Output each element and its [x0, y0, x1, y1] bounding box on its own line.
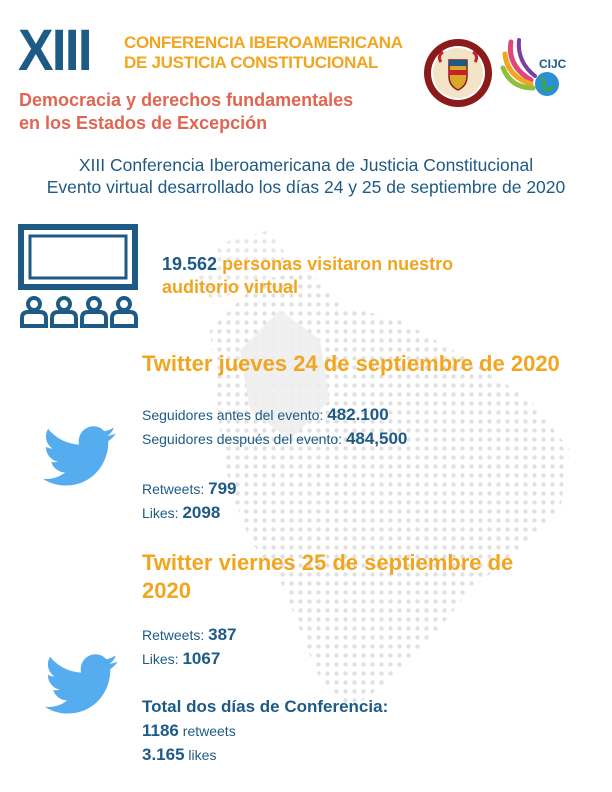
cijc-logo [497, 36, 575, 108]
day2-retweets-label: Retweets: [142, 627, 209, 643]
intro-line2: Evento virtual desarrollado los días 24 y 25 de septiembre de 2020 [46, 177, 566, 197]
day2-heading-line2: 2020 [142, 578, 191, 603]
day2-retweets [142, 623, 237, 647]
total-likes-label: likes [184, 747, 217, 763]
day1-retweets-label: Retweets: [142, 481, 209, 497]
twitter-bird-icon [42, 426, 118, 488]
cijc-logo-text: CIJC [539, 57, 567, 71]
conference-title-line1: CONFERENCIA IBEROAMERICANA [124, 33, 403, 52]
day1-likes [142, 501, 237, 525]
followers-after-value: 484,500 [345, 429, 408, 448]
day1-retweets [142, 477, 237, 501]
day2-likes [142, 647, 237, 671]
followers-before-label: Seguidores antes del evento: [142, 407, 328, 423]
visitors-text-line1: personas visitaron nuestro [217, 254, 454, 274]
day2-heading-line1: Twitter viernes 25 de septiembre de [142, 550, 514, 575]
intro-line1: XIII Conferencia Iberoamericana de Justicia Constitucional [78, 155, 534, 175]
followers-before-value: 482.100 [327, 405, 389, 424]
day1-likes-label: Likes: [142, 505, 183, 521]
conference-title [124, 33, 403, 73]
total-retweets-label: retweets [178, 723, 236, 739]
day2-likes-value: 1067 [182, 649, 221, 668]
day1-followers-before [142, 403, 407, 427]
day1-followers-after [142, 427, 407, 451]
auditorium-icon [16, 222, 146, 330]
day1-likes-value: 2098 [182, 503, 221, 522]
total-title: Total dos días de Conferencia: [142, 697, 389, 716]
day2-heading [142, 549, 513, 605]
total-retweets [142, 719, 388, 743]
event-subtitle [19, 89, 353, 135]
day1-followers [142, 403, 407, 451]
intro-text [0, 154, 612, 198]
day1-retweets-value: 799 [208, 479, 237, 498]
day2-retweets-value: 387 [208, 625, 237, 644]
visitors-stat [162, 253, 453, 299]
numeral-xiii: XIII [18, 18, 91, 83]
visitors-number: 19.562 [162, 254, 218, 274]
conference-title-line2: DE JUSTICIA CONSTITUCIONAL [124, 53, 379, 72]
day2-engagement [142, 623, 237, 671]
total-retweets-value: 1186 [142, 721, 179, 740]
visitors-line1 [162, 253, 453, 276]
day1-engagement [142, 477, 237, 525]
total-summary [142, 695, 388, 767]
visitors-text-line2: auditorio virtual [162, 277, 299, 297]
twitter-bird-icon [44, 654, 120, 716]
day2-likes-label: Likes: [142, 651, 183, 667]
day1-heading: Twitter jueves 24 de septiembre de 2020 [142, 351, 560, 376]
total-likes [142, 743, 388, 767]
followers-after-label: Seguidores después del evento: [142, 431, 346, 447]
total-likes-value: 3.165 [142, 745, 185, 764]
court-seal-logo [423, 38, 493, 108]
event-subtitle-line1: Democracia y derechos fundamentales [19, 90, 354, 110]
event-subtitle-line2: en los Estados de Excepción [19, 113, 268, 133]
